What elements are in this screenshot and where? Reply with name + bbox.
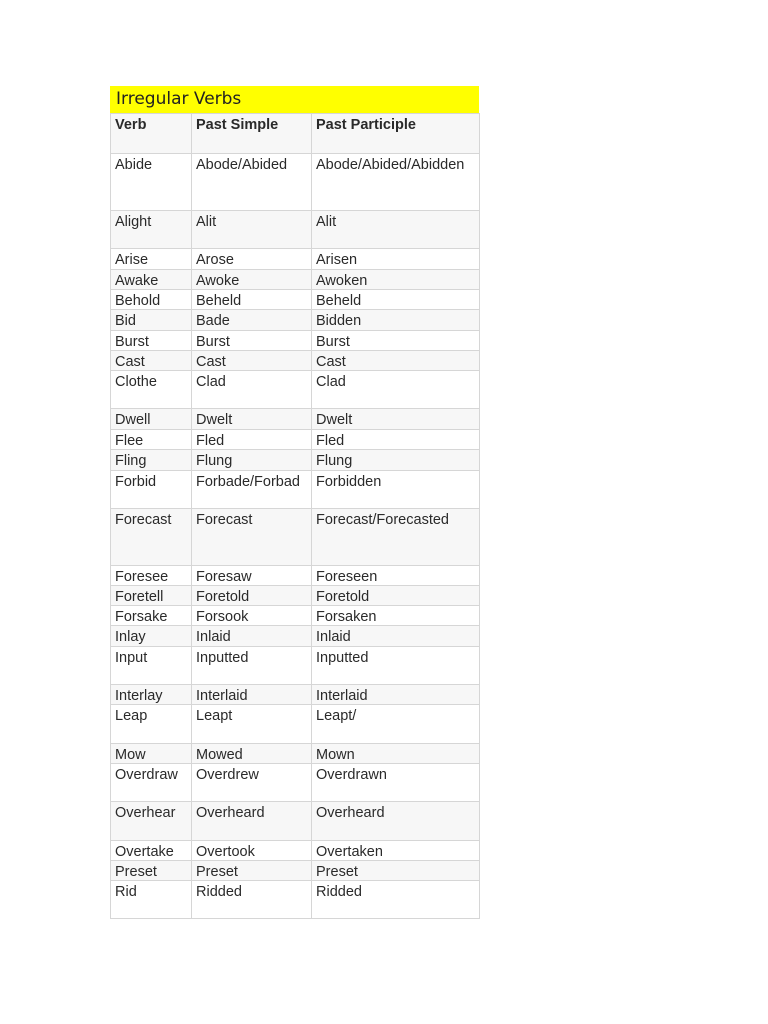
past-participle-cell: Cast [312,351,480,371]
table-row [111,471,480,509]
irregular-verbs-table [110,86,479,919]
past-simple-cell: Awoke [192,270,312,290]
table-row [111,249,480,270]
past-simple-cell: Arose [192,249,312,270]
past-simple-cell: Clad [192,371,312,409]
past-participle-cell: Overtaken [312,841,480,861]
verb-cell: Leap [111,705,192,744]
verb-cell: Awake [111,270,192,290]
verb-cell: Cast [111,351,192,371]
verb-cell: Arise [111,249,192,270]
past-participle-cell: Ridded [312,881,480,919]
past-simple-cell: Forecast [192,509,312,566]
table-row [111,881,480,919]
past-participle-cell: Overheard [312,802,480,841]
past-simple-cell: Burst [192,331,312,351]
table-row [111,351,480,371]
verb-cell: Overhear [111,802,192,841]
verb-cell: Abide [111,154,192,211]
table-row [111,566,480,586]
past-participle-cell: Interlaid [312,685,480,705]
verb-cell: Rid [111,881,192,919]
table-row [111,371,480,409]
table-row [111,586,480,606]
table-row [111,409,480,430]
past-simple-cell: Beheld [192,290,312,310]
verb-cell: Burst [111,331,192,351]
past-participle-cell: Abode/Abided/Abidden [312,154,480,211]
past-participle-cell: Foretold [312,586,480,606]
past-simple-cell: Overdrew [192,764,312,802]
verb-cell: Forecast [111,509,192,566]
table-row [111,606,480,626]
past-simple-cell: Ridded [192,881,312,919]
past-participle-cell: Forbidden [312,471,480,509]
verb-cell: Overtake [111,841,192,861]
past-participle-cell: Fled [312,430,480,450]
table-row [111,764,480,802]
past-participle-cell: Awoken [312,270,480,290]
table-row [111,685,480,705]
verb-cell: Inlay [111,626,192,647]
verb-cell: Clothe [111,371,192,409]
past-simple-cell: Preset [192,861,312,881]
table-row [111,626,480,647]
past-participle-cell: Burst [312,331,480,351]
table-row [111,861,480,881]
table-title: Irregular Verbs [110,86,479,113]
past-participle-cell: Preset [312,861,480,881]
past-participle-cell: Clad [312,371,480,409]
column-header-past-participle: Past Participle [312,114,480,154]
verb-cell: Mow [111,744,192,764]
verb-cell: Foresee [111,566,192,586]
past-simple-cell: Cast [192,351,312,371]
past-participle-cell: Alit [312,211,480,249]
table-row [111,744,480,764]
past-simple-cell: Fled [192,430,312,450]
past-participle-cell: Inlaid [312,626,480,647]
table-row [111,450,480,471]
table-body [111,154,480,919]
past-participle-cell: Leapt/ [312,705,480,744]
past-participle-cell: Beheld [312,290,480,310]
header-row [111,114,480,154]
verbs-grid [110,113,480,919]
table-row [111,841,480,861]
table-row [111,270,480,290]
table-row [111,802,480,841]
past-simple-cell: Foresaw [192,566,312,586]
table-row [111,211,480,249]
past-participle-cell: Inputted [312,647,480,685]
past-participle-cell: Mown [312,744,480,764]
table-row [111,290,480,310]
past-participle-cell: Bidden [312,310,480,331]
past-participle-cell: Forsaken [312,606,480,626]
verb-cell: Alight [111,211,192,249]
past-simple-cell: Alit [192,211,312,249]
past-participle-cell: Forecast/Forecasted [312,509,480,566]
verb-cell: Overdraw [111,764,192,802]
verb-cell: Dwell [111,409,192,430]
past-participle-cell: Overdrawn [312,764,480,802]
verb-cell: Interlay [111,685,192,705]
table-row [111,509,480,566]
verb-cell: Forbid [111,471,192,509]
past-simple-cell: Bade [192,310,312,331]
past-participle-cell: Flung [312,450,480,471]
past-simple-cell: Mowed [192,744,312,764]
past-simple-cell: Inlaid [192,626,312,647]
past-participle-cell: Arisen [312,249,480,270]
verb-cell: Fling [111,450,192,471]
past-simple-cell: Leapt [192,705,312,744]
column-header-past-simple: Past Simple [192,114,312,154]
past-simple-cell: Overtook [192,841,312,861]
verb-cell: Foretell [111,586,192,606]
table-row [111,154,480,211]
table-row [111,430,480,450]
table-row [111,705,480,744]
past-simple-cell: Foretold [192,586,312,606]
past-participle-cell: Dwelt [312,409,480,430]
table-row [111,331,480,351]
past-simple-cell: Forbade/Forbad [192,471,312,509]
table-row [111,310,480,331]
past-simple-cell: Overheard [192,802,312,841]
verb-cell: Preset [111,861,192,881]
verb-cell: Flee [111,430,192,450]
past-simple-cell: Abode/Abided [192,154,312,211]
past-simple-cell: Flung [192,450,312,471]
past-simple-cell: Dwelt [192,409,312,430]
past-simple-cell: Forsook [192,606,312,626]
column-header-verb: Verb [111,114,192,154]
table-row [111,647,480,685]
verb-cell: Bid [111,310,192,331]
past-simple-cell: Interlaid [192,685,312,705]
verb-cell: Behold [111,290,192,310]
past-participle-cell: Foreseen [312,566,480,586]
past-simple-cell: Inputted [192,647,312,685]
verb-cell: Forsake [111,606,192,626]
verb-cell: Input [111,647,192,685]
